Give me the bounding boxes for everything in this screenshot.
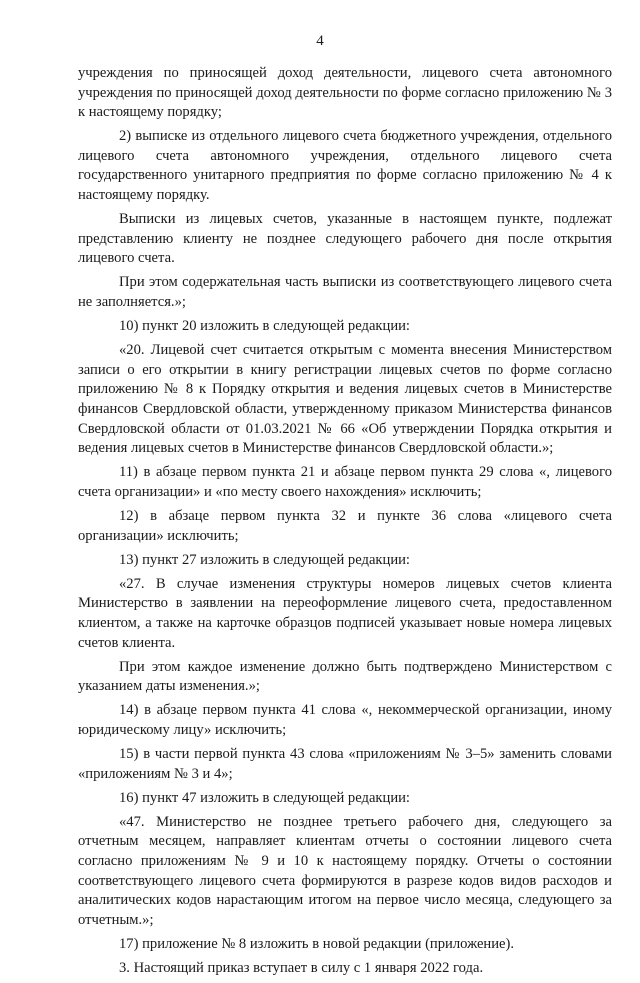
paragraph: 3. Настоящий приказ вступает в силу с 1 января 2022 года. xyxy=(119,959,484,976)
paragraph: 11) в абзаце первом пункта 21 и абзаце первом пункта 29 слова «, лицевого счета организации» и «по месту своего нахождения» исключить; xyxy=(78,464,612,500)
paragraph: 13) пункт 27 изложить в следующей редакции: xyxy=(119,551,410,568)
paragraph: 2) выписке из отдельного лицевого счета бюджетного учреждения, отдельного лицевого счета автономного учреждения, отдельного лицевого счета государственного унитарного предприятия по форме согласно приложению № 4 к настоящему порядку. xyxy=(78,128,612,204)
paragraph: При этом содержательная часть выписки из соответствующего лицевого счета не заполняется.»; xyxy=(78,274,612,311)
paragraph: 12) в абзаце первом пункта 32 и пункте 36 слова «лицевого счета организации» исключить; xyxy=(78,507,612,544)
paragraph: 10) пункт 20 изложить в следующей редакции: xyxy=(119,318,410,335)
paragraph: «20. Лицевой счет считается открытым с момента внесения Министерством записи о его открытии в книгу регистрации лицевых счетов по форме согласно приложению № 8 к Порядку открытия и ведения лицевых счетов в Министерстве финансов Свердловской области, утвержденному приказом Министерства финансов Свердловской области от 01.03.2021 № 66 «Об утверждении Порядка открытия и ведения лицевых счетов в Министерстве финансов Свердловской области.»; xyxy=(78,342,612,457)
paragraph: При этом каждое изменение должно быть подтверждено Министерством с указанием даты изменения.»; xyxy=(78,658,612,695)
paragraph: «27. В случае изменения структуры номеров лицевых счетов клиента Министерство в заявлении на переоформление лицевого счета, предоставленном клиентом, а также на карточке образцов подписей указывает новые номера лицевых счетов клиента. xyxy=(78,575,612,651)
paragraph: «47. Министерство не позднее третьего рабочего дня, следующего за отчетным месяцем, направляет клиентам отчеты о состоянии лицевого счета согласно приложениям № 9 и 10 к настоящему порядку. Отчеты о состоянии соответствующего лицевого счета формируются в разрезе кодов видов расходов и аналитических кодов нарастающим итогом на первое число месяца, следующего за отчетным.»; xyxy=(78,813,612,928)
paragraph: 17) приложение № 8 изложить в новой редакции (приложение). xyxy=(119,935,515,952)
paragraph: 16) пункт 47 изложить в следующей редакции: xyxy=(119,789,410,806)
paragraph: 14) в абзаце первом пункта 41 слова «, некоммерческой организации, иному юридическому лицу» исключить; xyxy=(78,702,612,738)
document-body xyxy=(78,64,612,983)
page-number: 4 xyxy=(316,33,324,49)
paragraph: Выписки из лицевых счетов, указанные в настоящем пункте, подлежат представлению клиенту не позднее следующего рабочего дня после открытия лицевого счета. xyxy=(78,211,612,267)
paragraph: 15) в части первой пункта 43 слова «приложениям № 3–5» заменить словами «приложениям № 3 и 4»; xyxy=(78,746,612,782)
paragraph: учреждения по приносящей доход деятельности, лицевого счета автономного учреждения по приносящей доход деятельности по форме согласно приложению № 3 к настоящему порядку; xyxy=(78,65,612,121)
